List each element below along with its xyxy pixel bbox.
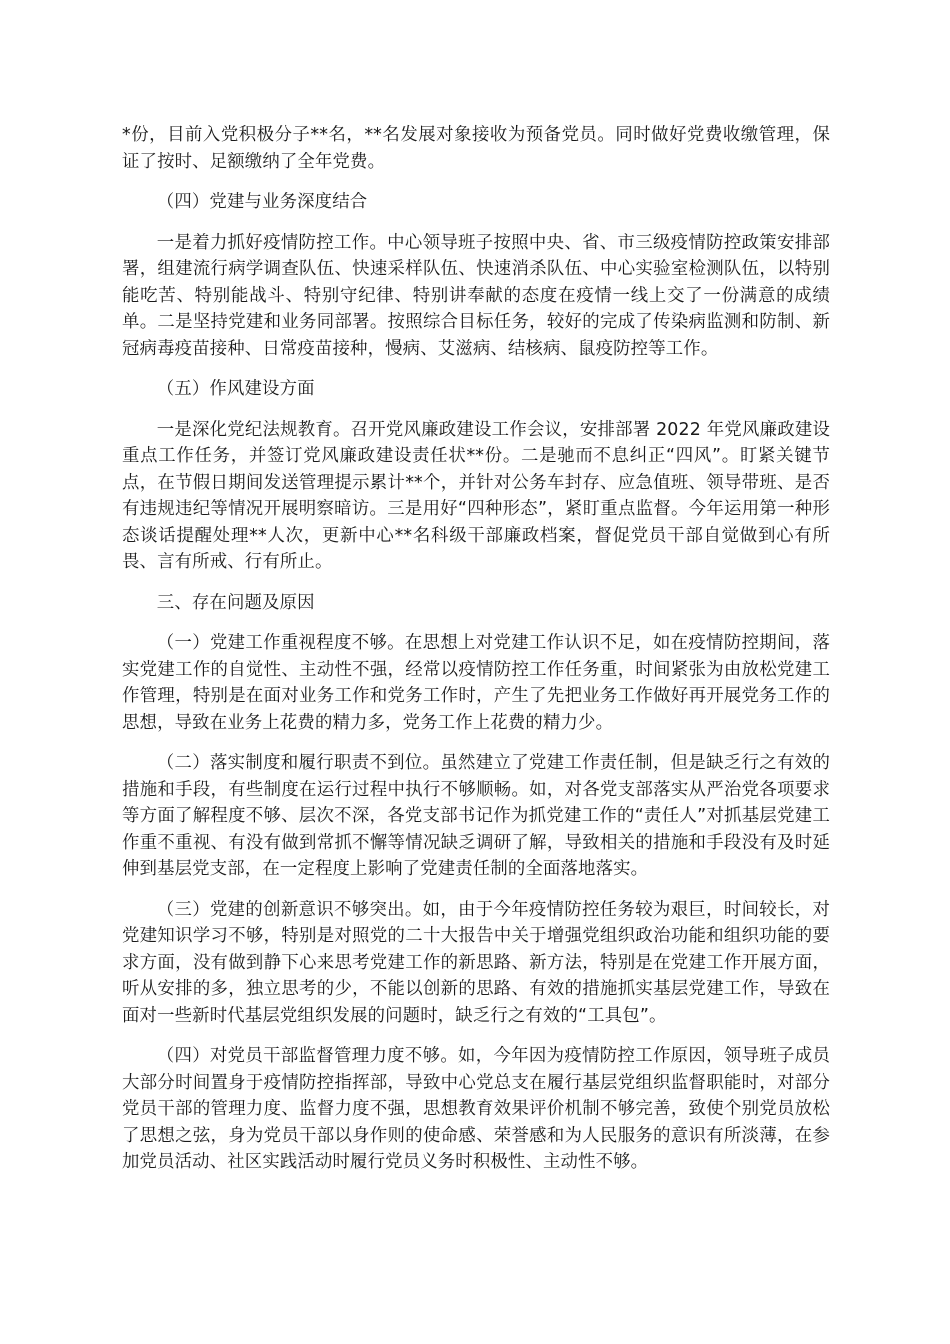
paragraph-party-fees: *份，目前入党积极分子**名，**名发展对象接收为预备党员。同时做好党费收缴管理，保证了按时、足额缴纳了全年党费。 <box>122 125 830 172</box>
paragraph-problem-3: （三）党建的创新意识不够突出。如，由于今年疫情防控任务较为艰巨，时间较长，对党建知识学习不够，特别是对照党的二十大报告中关于增强党组织政治功能和组织功能的要求方面，没有做到静下心来思考党建工作的新思路、新方法，特别是在党建工作开展方面，听从安排的多，独立思考的少，不能以创新的思路、有效的措施抓实基层党建工作，导致在面对一些新时代基层党组织发展的问题时，缺乏行之有效的“工具包”。 <box>122 899 830 1026</box>
heading-party-business-integration: （四）党建与业务深度结合 <box>156 192 368 212</box>
paragraph-problem-4: （四）对党员干部监督管理力度不够。如，今年因为疫情防控工作原因，领导班子成员大部分时间置身于疫情防控指挥部，导致中心党总支在履行基层党组织监督职能时，对部分党员干部的管理力度、监督力度不强，思想教育效果评价机制不够完善，致使个别党员放松了思想之弦，身为党员干部以身作则的使命感、荣誉感和为人民服务的意识有所淡薄，在参加党员活动、社区实践活动时履行党员义务时积极性、主动性不够。 <box>122 1046 830 1172</box>
paragraph-problem-2: （二）落实制度和履行职责不到位。虽然建立了党建工作责任制，但是缺乏行之有效的措施和手段，有些制度在运行过程中执行不够顺畅。如，对各党支部落实从严治党各项要求等方面了解程度不够、层次不深，各党支部书记作为抓党建工作的“责任人”对抓基层党建工作重不重视、有没有做到常抓不懈等情况缺乏调研了解，导致相关的措施和手段没有及时延伸到基层党支部，在一定程度上影响了党建责任制的全面落地落实。 <box>122 753 830 879</box>
paragraph-discipline-education: 一是深化党纪法规教育。召开党风廉政建设工作会议，安排部署 2022 年党风廉政建设重点工作任务，并签订党风廉政建设责任状**份。二是驰而不息纠正“四风”。盯紧关键节点，在节假日期间发送管理提示累计**个，并针对公务车封存、应急值班、领导带班、是否有违规违纪等情况开展明察暗访。三是用好“四种形态”，紧盯重点监督。今年运用第一种形态谈话提醒处理**人次，更新中心**名科级干部廉政档案，督促党员干部自觉做到心有所畏、言有所戒、行有所止。 <box>122 419 830 572</box>
document-body <box>122 122 830 1190</box>
heading-problems-and-causes: 三、存在问题及原因 <box>156 592 315 613</box>
heading-work-style: （五）作风建设方面 <box>156 379 315 399</box>
paragraph-epidemic-prevention: 一是着力抓好疫情防控工作。中心领导班子按照中央、省、市三级疫情防控政策安排部署，组建流行病学调查队伍、快速采样队伍、快速消杀队伍、中心实验室检测队伍，以特别能吃苦、特别能战斗、特别守纪律、特别讲奉献的态度在疫情一线上交了一份满意的成绩单。二是坚持党建和业务同部署。按照综合目标任务，较好的完成了传染病监测和防制、新冠病毒疫苗接种、日常疫苗接种，慢病、艾滋病、结核病、鼠疫防控等工作。 <box>122 232 830 359</box>
paragraph-problem-1: （一）党建工作重视程度不够。在思想上对党建工作认识不足，如在疫情防控期间，落实党建工作的自觉性、主动性不强，经常以疫情防控工作任务重，时间紧张为由放松党建工作管理，特别是在面对业务工作和党务工作时，产生了先把业务工作做好再开展党务工作的思想，导致在业务上花费的精力多，党务工作上花费的精力少。 <box>122 633 830 733</box>
